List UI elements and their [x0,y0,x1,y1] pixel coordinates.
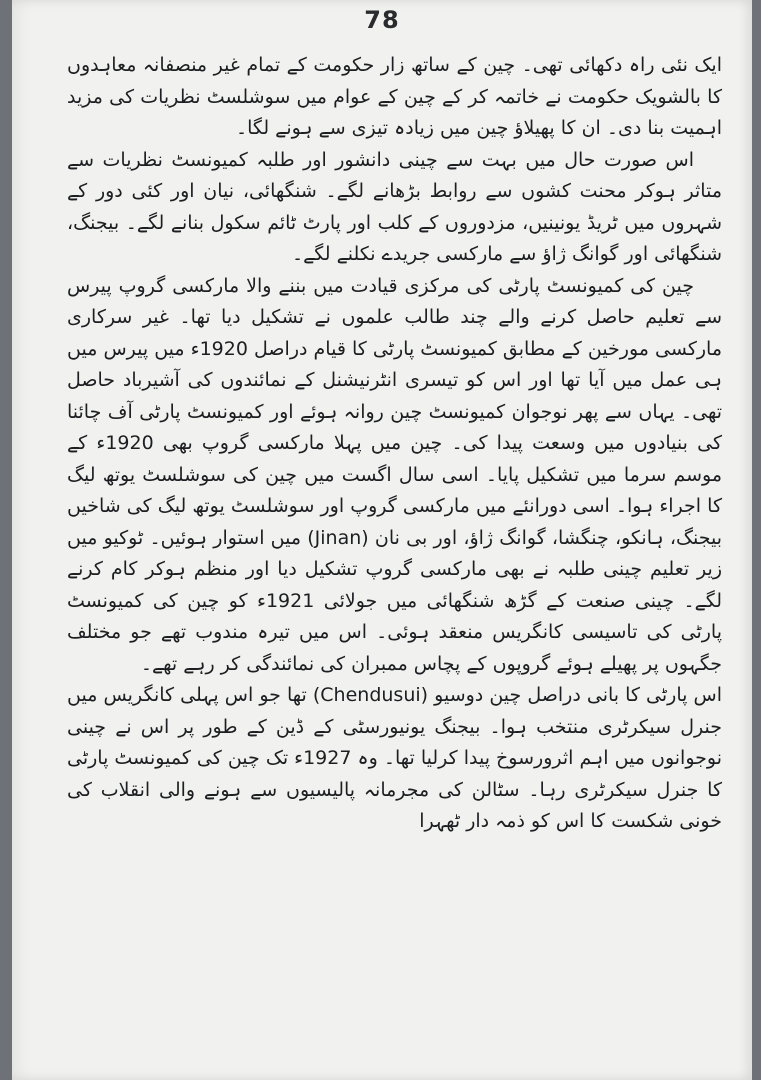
paragraph-1: ایک نئی راہ دکھائی تھی۔ چین کے ساتھ زار حکومت کے تمام غیر منصفانہ معاہدوں کا بالشویک حکومت نے خاتمہ کر کے چین کے عوام میں سوشلسٹ نظریات کی مزید اہمیت بنا دی۔ ان کا پھیلاؤ چین میں زیادہ تیزی سے ہونے لگا۔ [67,54,722,139]
paragraph-4: اس پارٹی کا بانی دراصل چین دوسیو (Chendusui) تھا جو اس پہلی کانگریس میں جنرل سیکرٹری منتخب ہوا۔ بیجنگ یونیورسٹی کے ڈین کے طور پر اس نے چینی نوجوانوں میں اہم اثرورسوخ پیدا کرلیا تھا۔ وہ 1927ء تک چین کی کمیونسٹ پارٹی کا جنرل سیکرٹری رہا۔ سٹالن کی مجرمانہ پالیسیوں سے ہونے والی انقلاب کی خونی شکست کا اس کو ذمہ دار ٹھہرا [66,684,722,832]
paragraph-3: چین کی کمیونسٹ پارٹی کی مرکزی قیادت میں بننے والا مارکسی گروپ پیرس سے تعلیم حاصل کرنے والے چند طالب علموں نے تشکیل دیا تھا۔ غیر سرکاری مارکسی مورخین کے مطابق کمیونسٹ پارٹی کا قیام دراصل 1920ء میں پیرس میں ہی عمل میں آیا تھا اور اس کو تیسری انٹرنیشنل کے نمائندوں کی آشیرباد حاصل تھی۔ یہاں سے پھر نوجوان کمیونسٹ چین روانہ ہوئے اور کمیونسٹ پارٹی آف چائنا کی بنیادوں میں وسعت پیدا کی۔ چین میں پہلا مارکسی گروپ بھی 1920ء کے موسم سرما میں تشکیل پایا۔ اسی سال اگست میں چین کی سوشلسٹ یوتھ لیگ کا اجراء ہوا۔ اسی دورانئے میں مارکسی گروپ اور سوشلسٹ یوتھ لیگ کی شاخیں بیجنگ، ہانکو، چنگشا، گوانگ ژاؤ، اور بی نان (Jinan) میں استوار ہوئیں۔ ٹوکیو میں زیر تعلیم چینی طلبہ نے بھی مارکسی گروپ تشکیل دیا اور منظم ہوکر کام کرنے لگے۔ چینی صنعت کے گڑھ شنگھائی میں جولائی 1921ء کو چین کی کمیونسٹ پارٹی کی تاسیسی کانگریس منعقد ہوئی۔ اس میں تیرہ مندوب تھے جو مختلف جگہوں پر پھیلے ہوئے گروپوں کے پچاس ممبران کی نمائندگی کر رہے تھے۔ [67,274,723,675]
page-number: 78 [364,6,400,34]
paragraph-2: اس صورت حال میں بہت سے چینی دانشور اور طلبہ کمیونسٹ نظریات سے متاثر ہوکر محنت کشوں سے روابط بڑھانے لگے۔ شنگھائی، نیان اور کئی دور کے شہروں میں ٹریڈ یونینیں، مزدوروں کے کلب اور پارٹ ٹائم سکول بنانے لگے۔ بیجنگ، شنگھائی اور گوانگ ژاؤ سے مارکسی جریدے نکلنے لگے۔ [67,148,722,265]
book-page [12,0,752,1080]
body-text [67,50,722,838]
